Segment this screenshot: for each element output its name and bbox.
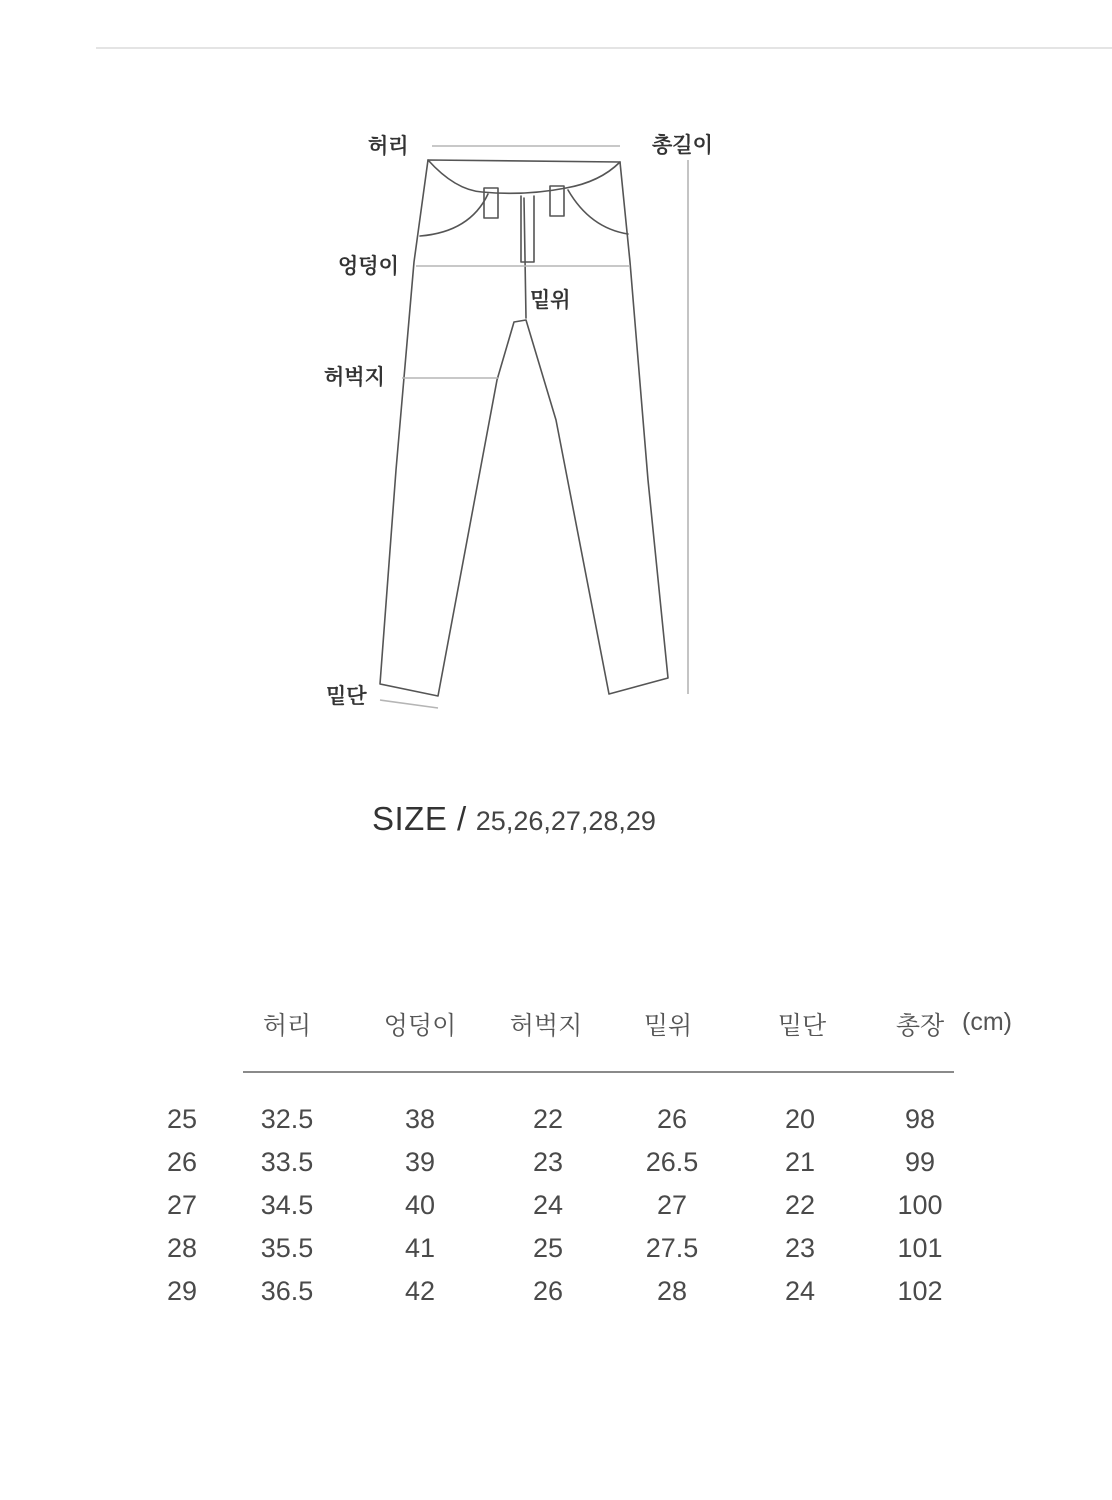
label-thigh: 허벅지	[324, 365, 385, 389]
size-values: 25,26,27,28,29	[475, 806, 656, 836]
table-cell: 101	[897, 1233, 943, 1263]
right-pocket	[568, 190, 628, 234]
hem-measure-line	[380, 700, 438, 708]
table-cell: 41	[404, 1233, 436, 1263]
fly	[521, 196, 534, 262]
table-cell: 33.5	[260, 1147, 314, 1177]
table-cell: 25	[532, 1233, 564, 1263]
label-waist: 허리	[368, 134, 409, 158]
row-size: 28	[166, 1233, 198, 1263]
table-cell: 100	[897, 1190, 943, 1220]
row-size: 26	[166, 1147, 198, 1177]
table-cell: 38	[404, 1104, 436, 1134]
crotch-seam	[524, 198, 526, 318]
table-cell: 36.5	[260, 1276, 314, 1306]
table-cell: 23	[784, 1233, 816, 1263]
table-cell: 23	[532, 1147, 564, 1177]
table-cell: 20	[784, 1104, 816, 1134]
table-cell: 99	[904, 1147, 936, 1177]
table-cell: 22	[532, 1104, 564, 1134]
table-cell: 34.5	[260, 1190, 314, 1220]
table-cell: 26	[532, 1276, 564, 1306]
table-cell: 102	[897, 1276, 943, 1306]
table-header-rule	[243, 1071, 954, 1073]
table-cell: 27	[656, 1190, 688, 1220]
header-waist: 허리	[262, 1011, 312, 1040]
header-rise: 밑위	[643, 1011, 693, 1040]
label-hem: 밑단	[326, 684, 367, 708]
header-hem: 밑단	[777, 1011, 827, 1040]
size-key: SIZE /	[372, 800, 467, 837]
table-cell: 40	[404, 1190, 436, 1220]
table-cell: 24	[532, 1190, 564, 1220]
table-cell: 22	[784, 1190, 816, 1220]
header-unit: (cm)	[962, 1008, 1012, 1036]
table-cell: 32.5	[260, 1104, 314, 1134]
table-cell: 26	[656, 1104, 688, 1134]
table-cell: 35.5	[260, 1233, 314, 1263]
table-cell: 21	[784, 1147, 816, 1177]
row-size: 29	[166, 1276, 198, 1306]
table-cell: 42	[404, 1276, 436, 1306]
header-hip: 엉덩이	[383, 1011, 457, 1040]
table-cell: 98	[904, 1104, 936, 1134]
left-pocket	[420, 194, 488, 236]
size-line	[372, 800, 656, 838]
label-rise: 밑위	[530, 288, 571, 312]
table-cell: 39	[404, 1147, 436, 1177]
label-hip: 엉덩이	[338, 254, 399, 278]
table-cell: 27.5	[645, 1233, 699, 1263]
table-cell: 28	[656, 1276, 688, 1306]
table-cell: 26.5	[645, 1147, 699, 1177]
label-total-length: 총길이	[652, 133, 713, 157]
waistband	[428, 160, 620, 193]
table-cell: 24	[784, 1276, 816, 1306]
row-size: 25	[166, 1104, 198, 1134]
row-size: 27	[166, 1190, 198, 1220]
header-thigh: 허벅지	[509, 1011, 583, 1040]
header-total: 총장	[895, 1011, 945, 1040]
